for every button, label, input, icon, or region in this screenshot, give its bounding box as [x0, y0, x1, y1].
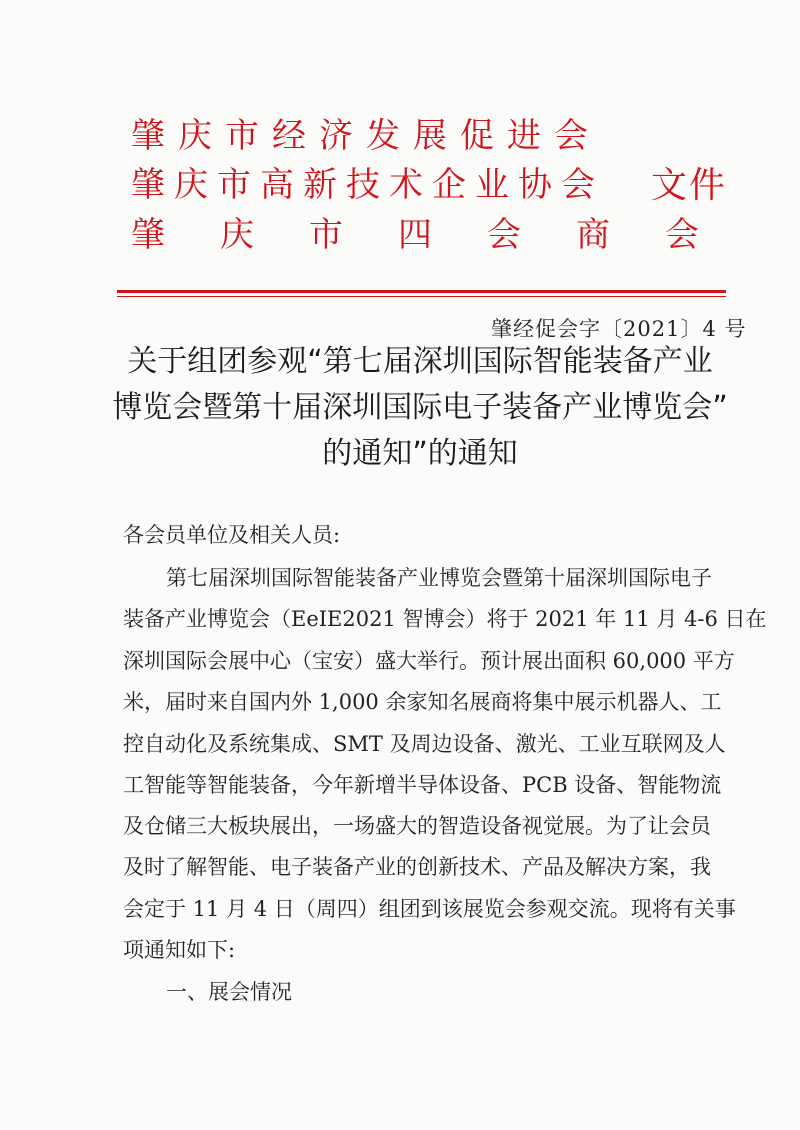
paragraph-line: 控自动化及系统集成、SMT 及周边设备、激光、工业互联网及人 [123, 732, 726, 756]
letterhead-divider-thick [117, 290, 726, 293]
title-line: 博览会暨第十届深圳国际电子装备产业博览会” [112, 390, 728, 425]
paragraph-line: 工智能等智能装备，今年新增半导体设备、PCB 设备、智能物流 [123, 773, 722, 797]
paragraph-line: 会定于 11 月 4 日（周四）组团到该展览会参观交流。现将有关事 [123, 897, 736, 921]
document-number: 肇经促会字〔2021〕4 号 [491, 317, 747, 341]
paragraph-line: 及时了解智能、电子装备产业的创新技术、产品及解决方案，我 [123, 855, 711, 879]
org-name-sihui-chamber: 肇庆市四会商会 [131, 215, 754, 255]
title-line: 关于组团参观“第七届深圳国际智能装备产业 [127, 344, 713, 379]
paragraph-line: 及仓储三大板块展出，一场盛大的智造设备视觉展。为了让会员 [123, 814, 711, 838]
document-type-label: 文件 [651, 165, 728, 206]
title-line: 的通知”的通知 [322, 436, 518, 471]
paragraph-line: 项通知如下: [123, 938, 236, 962]
paragraph-line: 米，届时来自国内外 1,000 余家知名展商将集中展示机器人、工 [123, 690, 722, 714]
paragraph-line: 装备产业博览会（EeIE2021 智博会）将于 2021 年 11 月 4-6 日在 [123, 607, 767, 631]
paragraph-line: 深圳国际会展中心（宝安）盛大举行。预计展出面积 60,000 平方 [123, 649, 735, 673]
letterhead-divider-thin [117, 296, 726, 297]
salutation: 各会员单位及相关人员: [123, 523, 341, 547]
org-name-high-tech-enterprise: 肇庆市高新技术企业协会 [131, 165, 604, 205]
org-name-economic-development: 肇庆市经济发展促进会 [131, 116, 601, 156]
paragraph-line: 第七届深圳国际智能装备产业博览会暨第十届深圳国际电子 [166, 566, 712, 590]
section-heading: 一、展会情况 [166, 980, 292, 1004]
